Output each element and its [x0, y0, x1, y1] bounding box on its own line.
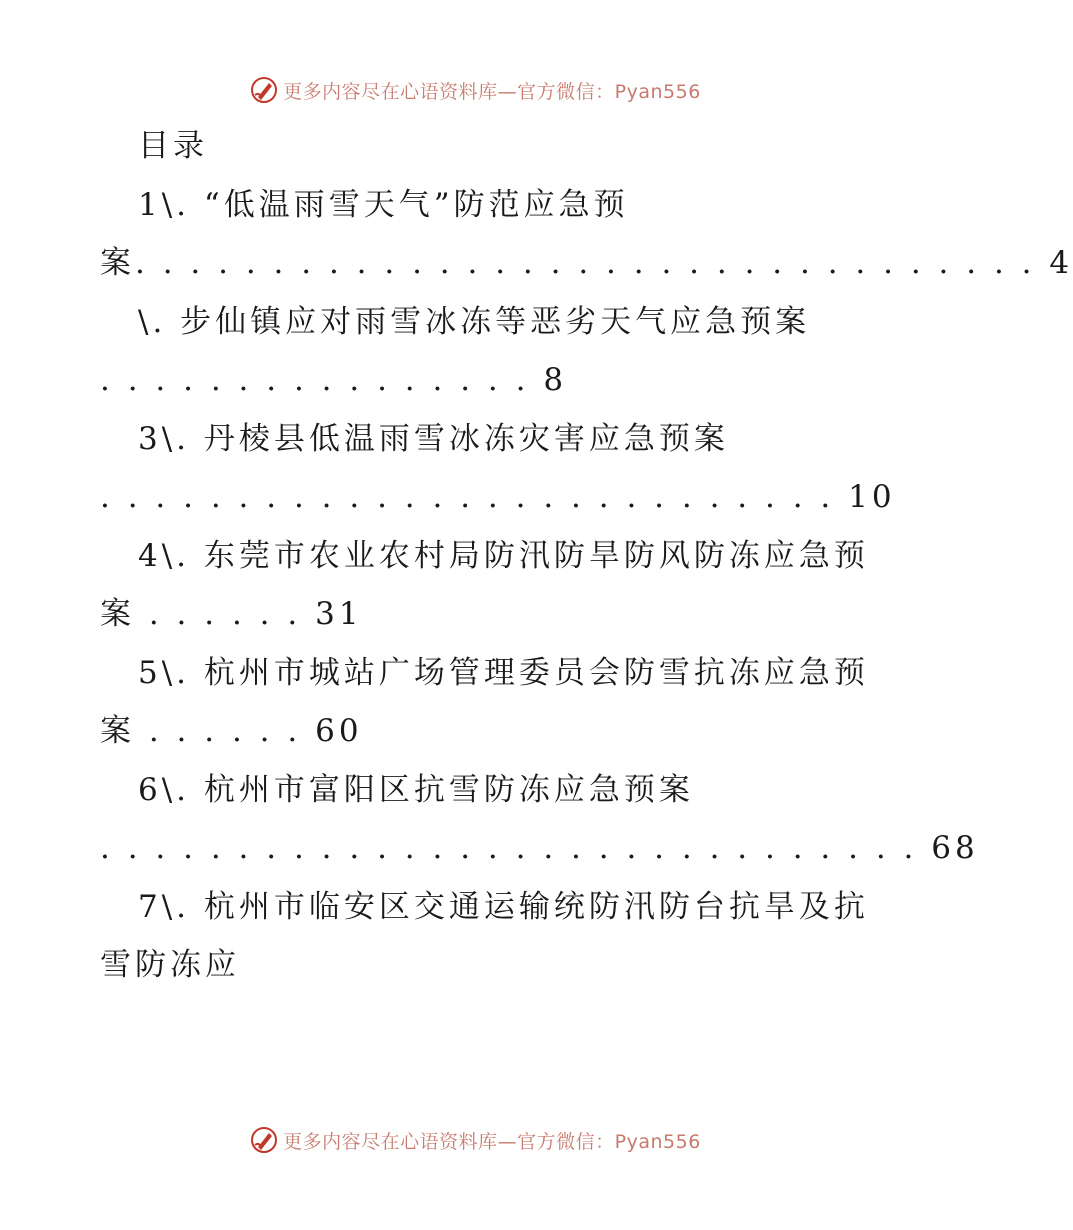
toc-entry-continuation: 雪防冻应	[100, 947, 240, 983]
toc-entry-continuation: 案. . . . . . . . . . . . . . . . . . . . . . . . . . . . . . . . . 4	[100, 245, 1073, 281]
toc-entry-continuation: 案 . . . . . . 60	[100, 713, 363, 749]
toc-entry-continuation: . . . . . . . . . . . . . . . . . . . . . . . . . . . 10	[100, 479, 896, 515]
toc-entry-continuation: . . . . . . . . . . . . . . . . 8	[100, 362, 568, 398]
pen-logo-icon	[249, 75, 279, 105]
toc-entry: 5\. 杭州市城站广场管理委员会防雪抗冻应急预	[138, 654, 869, 691]
header-watermark	[0, 70, 950, 110]
watermark-text: 更多内容尽在心语资料库—官方微信：Pyan556	[283, 80, 701, 103]
toc-entry: 4\. 东莞市农业农村局防汛防旱防风防冻应急预	[138, 537, 869, 574]
toc-entry: 7\. 杭州市临安区交通运输统防汛防台抗旱及抗	[138, 888, 869, 925]
pen-logo-icon	[249, 1125, 279, 1155]
toc-entry: 6\. 杭州市富阳区抗雪防冻应急预案	[138, 771, 694, 808]
toc-entry-continuation: 案 . . . . . . 31	[100, 596, 363, 632]
table-of-contents	[100, 117, 1073, 995]
footer-watermark	[0, 1120, 950, 1160]
toc-entry: 3\. 丹棱县低温雨雪冰冻灾害应急预案	[138, 420, 729, 457]
toc-title: 目录	[138, 128, 208, 164]
toc-entry: 1\. “低温雨雪天气”防范应急预	[138, 186, 629, 223]
watermark-text: 更多内容尽在心语资料库—官方微信：Pyan556	[283, 1130, 701, 1153]
toc-entry-continuation: . . . . . . . . . . . . . . . . . . . . . . . . . . . . . . 68	[100, 830, 979, 866]
toc-entry: \. 步仙镇应对雨雪冰冻等恶劣天气应急预案	[138, 303, 811, 340]
